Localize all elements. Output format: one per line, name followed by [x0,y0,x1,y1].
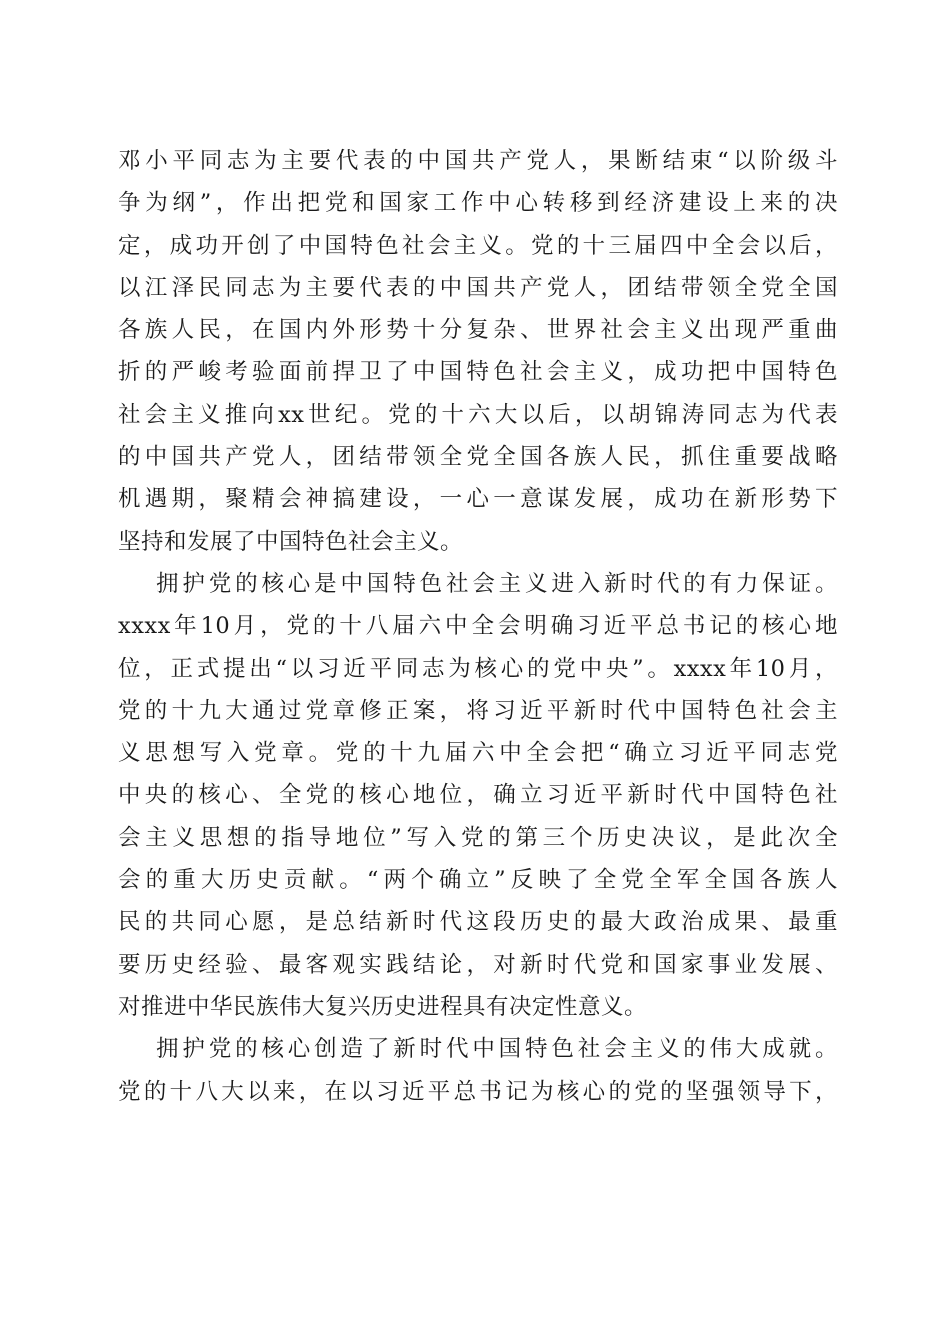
text-line: 折的严峻考验面前捍卫了中国特色社会主义，成功把中国特色 [118,359,838,386]
paragraph-3 [118,1028,838,1113]
text-line: 会主义思想的指导地位”写入党的第三个历史决议，是此次全 [118,824,838,851]
text-line: 拥护党的核心创造了新时代中国特色社会主义的伟大成就。 [156,1036,838,1063]
text-line: 定，成功开创了中国特色社会主义。党的十三届四中全会以后， [118,232,838,259]
paragraph-2 [118,563,838,1028]
document-body [118,140,838,1113]
text-line: 要历史经验、最客观实践结论，对新时代党和国家事业发展、 [118,951,838,978]
paragraph-1 [118,140,838,563]
text-line: 位，正式提出“以习近平同志为核心的党中央”。xxxx年10月， [118,655,838,682]
text-line: 中央的核心、全党的核心地位，确立习近平新时代中国特色社 [118,782,838,809]
text-line: 的中国共产党人，团结带领全党全国各族人民，抓住重要战略 [118,444,838,471]
text-line: 争为纲”，作出把党和国家工作中心转移到经济建设上来的决 [118,190,838,217]
text-line: xxxx年10月，党的十八届六中全会明确习近平总书记的核心地 [118,613,838,640]
text-line: 会的重大历史贡献。“两个确立”反映了全党全军全国各族人 [118,867,838,894]
text-line: 民的共同心愿，是总结新时代这段历史的最大政治成果、最重 [118,909,838,936]
text-line: 党的十九大通过党章修正案，将习近平新时代中国特色社会主 [118,697,838,724]
text-line: 义思想写入党章。党的十九届六中全会把“确立习近平同志党 [118,740,838,767]
text-line: 拥护党的核心是中国特色社会主义进入新时代的有力保证。 [156,570,838,597]
text-line: 机遇期，聚精会神搞建设，一心一意谋发展，成功在新形势下 [118,486,838,513]
text-line: 对推进中华民族伟大复兴历史进程具有决定性意义。 [118,993,648,1020]
text-line: 党的十八大以来，在以习近平总书记为核心的党的坚强领导下， [118,1078,838,1105]
text-line: 各族人民，在国内外形势十分复杂、世界社会主义出现严重曲 [118,317,838,344]
text-line: 坚持和发展了中国特色社会主义。 [118,528,464,555]
text-line: 社会主义推向xx世纪。党的十六大以后，以胡锦涛同志为代表 [118,401,838,428]
text-line: 邓小平同志为主要代表的中国共产党人，果断结束“以阶级斗 [118,148,838,174]
text-line: 以江泽民同志为主要代表的中国共产党人，团结带领全党全国 [118,274,838,301]
